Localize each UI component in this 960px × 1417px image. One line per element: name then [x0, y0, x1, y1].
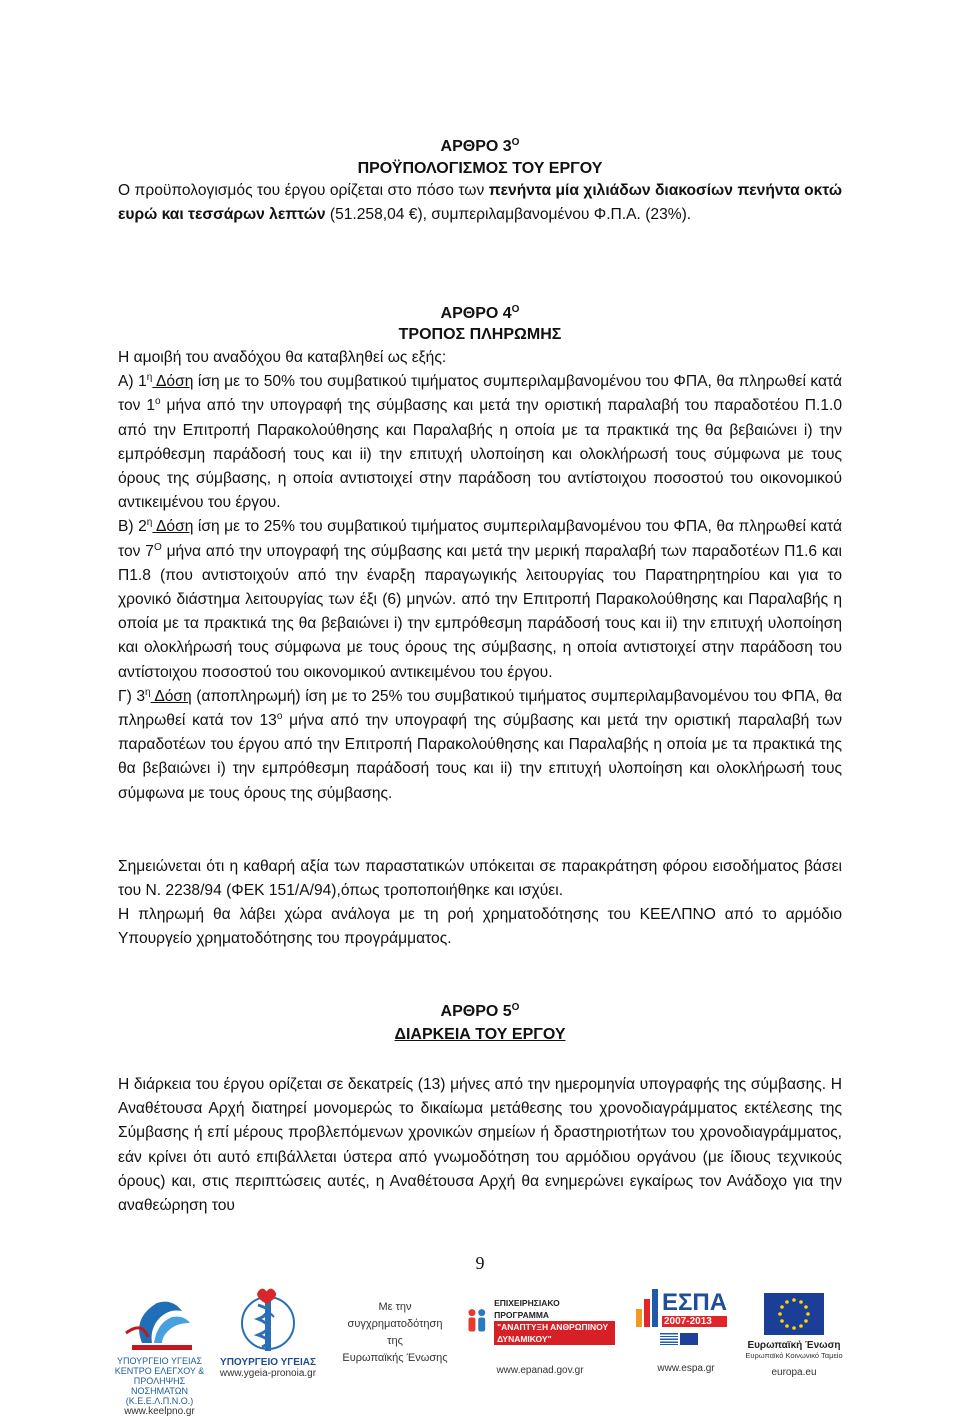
eu-flag-icon: [764, 1293, 824, 1335]
keelpno-logo: [112, 1293, 207, 1417]
espa-logo: [636, 1287, 736, 1387]
article-4-title-text: ΑΡΘΡΟ 4: [440, 305, 512, 322]
espa-years: 2007-2013: [662, 1316, 727, 1327]
eu-line-2: συγχρηματοδότηση της: [347, 1318, 443, 1347]
installment-c-sup: η: [145, 686, 151, 698]
article-5-title: [118, 1001, 842, 1023]
espa-label: ΕΣΠΑ: [662, 1289, 728, 1316]
eu-small-flag-icon: [680, 1333, 698, 1345]
article-3-text-b: (51.258,04 €), συμπεριλαμβανομένου Φ.Π.Α. (23%).: [325, 206, 692, 224]
installment-b-label: Β) 2: [118, 518, 147, 536]
keelpno-emblem-icon: [112, 1293, 207, 1351]
eu-flag-url[interactable]: europa.eu: [771, 1367, 817, 1378]
article-3-title: [118, 136, 842, 158]
installment-a-text-1: ίση με το 50% του συμβατικού τιμήματος συμπεριλαμβανομένου του ΦΠΑ, θα πληρωθεί κατά τον 1: [118, 373, 842, 415]
article-4-intro: Η αμοιβή του αναδόχου θα καταβληθεί ως εξής:: [118, 349, 447, 366]
installment-b-month-sup: Ο: [153, 541, 162, 553]
article-3-paragraph: [118, 179, 842, 227]
eu-line-3: Ευρωπαϊκής Ένωσης: [342, 1352, 448, 1364]
article-5-heading: ΔΙΑΡΚΕΙΑ ΤΟΥ ΕΡΓΟΥ: [394, 1026, 566, 1043]
article-3-title-text: ΑΡΘΡΟ 3: [440, 138, 512, 155]
article-4-title-sup: Ο: [511, 304, 520, 315]
installment-c-month-sup: ο: [276, 711, 283, 723]
espa-text: [662, 1290, 727, 1327]
article-5-title-text: ΑΡΘΡΟ 5: [440, 1003, 512, 1020]
ministry-url[interactable]: www.ygeia-pronoia.gr: [219, 1368, 317, 1379]
installment-c-text-1: (αποπληρωμή) ίση με το 25% του συμβατικού τιμήματος συμπεριλαμβανομένου του ΦΠΑ, θα πληρωθεί κατά τον 13: [118, 687, 843, 730]
article-3-text-a: Ο προϋπολογισμός του έργου ορίζεται στο πόσο των: [118, 182, 489, 199]
article-5-heading-wrap: [118, 1024, 842, 1046]
espa-flags: [660, 1333, 736, 1345]
op-figures-icon: [465, 1302, 490, 1340]
installment-c: [118, 685, 842, 806]
installment-a-month-sup: ο: [155, 396, 161, 408]
installment-a-label: Α) 1: [118, 373, 147, 391]
op-url[interactable]: www.epanad.gov.gr: [496, 1365, 584, 1376]
eu-flag-logo: [740, 1293, 848, 1391]
ministry-name: ΥΠΟΥΡΓΕΙΟ ΥΓΕΙΑΣ: [220, 1357, 316, 1368]
eu-flag-line-1: Ευρωπαϊκή Ένωση: [747, 1340, 841, 1351]
keelpno-url[interactable]: www.keelpno.gr: [124, 1406, 195, 1417]
op-logo-row: [465, 1297, 615, 1345]
article-3-title-sup: Ο: [511, 137, 520, 148]
article-4-body: [118, 324, 842, 806]
article-5-paragraph: Η διάρκεια του έργου ορίζεται σε δεκατρείς (13) μήνες από την ημερομηνία υπογραφής της σύμβασης. Η Αναθέτουσα Αρχή διατηρεί μονομερώς το δικαίωμα μετάθεσης του χρονοδιαγράμματος εκτέλεσης της Σύμβασης ή επί μέρους προβλεπόμενων χρονικών σημείων ή δραστηριοτήτων του χρονοδιαγράμματος, εάν κρίνει ότι αυτό επιβάλλεται ύστερα από γνωμοδότηση του αρμόδιου οργάνου (με ίδιους τεχνικούς όρους) και, στις περιπτώσεις αυτές, η Αναθέτουσα Αρχή θα ενημερώνει εγκαίρως τον Ανάδοχο για την αναθεώρηση του: [118, 1076, 842, 1215]
eu-cofunding-text: [340, 1299, 450, 1369]
installment-b: [118, 515, 842, 684]
tax-note: Σημειώνεται ότι η καθαρή αξία των παραστατικών υπόκειται σε παρακράτηση φόρου εισοδήματος βάσει του Ν. 2238/94 (ΦΕΚ 151/Α/94),όπως τροποποιήθηκε και ισχύει.: [118, 858, 842, 900]
installment-b-sup: η: [146, 517, 153, 529]
article-3-heading: ΠΡΟΫΠΟΛΟΓΙΣΜΟΣ ΤΟΥ ΕΡΓΟΥ: [357, 160, 603, 177]
installment-a-text-2: μήνα από την υπογραφή της σύμβασης και μετά την οριστική παραλαβή του παραδοτέου Π.1.0 από την Επιτροπή Παρακολούθησης και Παραλαβής η οποία με τα πρακτικά της θα βεβαιώνει i) την εμπρόθεσμη παράδοσή τους και ii) την επιτυχή υλοποίηση και ολοκλήρωσή τους σύμφωνα με τους όρους της σύμβασης, η οποία αντιστοιχεί στην παράδοση του αντίστοιχου ποσοστού του οικονομικού αντικειμένου του έργου.: [118, 397, 843, 512]
installment-a-sup: η: [146, 372, 153, 384]
installment-c-label: Γ) 3: [118, 687, 146, 705]
eu-flag-line-2: Ευρωπαϊκό Κοινωνικό Ταμείο: [745, 1351, 843, 1360]
payment-note: Η πληρωμή θα λάβει χώρα ανάλογα με τη ροή χρηματοδότησης του ΚΕΕΛΠΝΟ από το αρμόδιο Υπουργείο χρηματοδότησης του προγράμματος.: [118, 906, 842, 948]
op-line-2: "ΑΝΑΠΤΥΞΗ ΑΝΘΡΩΠΙΝΟΥ ΔΥΝΑΜΙΚΟΥ": [494, 1321, 615, 1345]
ministry-emblem-icon: [218, 1287, 318, 1353]
greek-flag-icon: [660, 1333, 678, 1345]
installment-c-dose: Δόση: [150, 687, 192, 705]
ministry-logo: [218, 1287, 318, 1391]
article-3-amount-words: πενήντα μία χιλιάδων διακοσίων πενήντα οκτώ ευρώ και τεσσάρων λεπτών: [118, 182, 842, 224]
installment-b-dose: Δόση: [152, 518, 194, 536]
espa-mark: [636, 1287, 736, 1327]
installment-b-text-2: μήνα από την υπογραφή της σύμβασης και μετά την μερική παραλαβή των παραδοτέων Π1.6 και Π1.8 (που αντιστοιχούν από την έναρξη παραγωγικής λειτουργίας του Παρατηρητηρίου και για το χρονικό διάστημα λειτουργίας των έξι (6) μηνών. από την Επιτροπή Παρακολούθησης και Παραλαβής η οποία με τα πρακτικά της θα βεβαιώνει i) την εμπρόθεσμη παράδοσή τους και ii) την επιτυχή υλοποίηση και ολοκλήρωσή τους σύμφωνα με τους όρους της σύμβασης, η οποία αντιστοιχεί στην παράδοση του αντίστοιχου ποσοστού του οικονομικού αντικειμένου του έργου.: [118, 542, 843, 681]
article-5-title-sup: Ο: [511, 1002, 520, 1013]
installment-b-text-1: ίση με το 25% του συμβατικού τιμήματος συμπεριλαμβανομένου του ΦΠΑ, θα πληρωθεί κατά τον 7: [118, 518, 842, 560]
op-line-1: ΕΠΙΧΕΙΡΗΣΙΑΚΟ ΠΡΟΓΡΑΜΜΑ: [494, 1298, 560, 1320]
footer-logos: [0, 1285, 960, 1417]
installment-c-text-2: μήνα από την υπογραφή της σύμβασης και μετά την οριστική παραλαβή των παραδοτέων του έργου από την Επιτροπή Παρακολούθησης και Παραλαβής η οποία με τα πρακτικά της θα βεβαιώνει i) την εμπρόθεσμη παράδοσή τους και ii) την επιτυχή υλοποίηση και ολοκλήρωσή τους σύμφωνα με τους όρους της σύμβασης.: [118, 712, 842, 802]
article-4-title: [118, 303, 842, 325]
op-text: [494, 1297, 615, 1345]
espa-url[interactable]: www.espa.gr: [657, 1363, 715, 1374]
page-number: 9: [475, 1253, 485, 1273]
installment-a-dose: Δόση: [152, 373, 194, 391]
espa-bars-icon: [636, 1287, 658, 1327]
installment-a: [118, 370, 842, 515]
eu-line-1: Με την: [378, 1301, 412, 1313]
keelpno-caption: ΥΠΟΥΡΓΕΙΟ ΥΓΕΙΑΣ ΚΕΝΤΡΟ ΕΛΕΓΧΟΥ & ΠΡΟΛΗΨΗΣ ΝΟΣΗΜΑΤΩΝ (Κ.Ε.Ε.Λ.Π.Ν.Ο.): [114, 1356, 205, 1406]
article-4-heading: ΤΡΟΠΟΣ ΠΛΗΡΩΜΗΣ: [398, 326, 562, 343]
op-logo: [465, 1297, 615, 1387]
